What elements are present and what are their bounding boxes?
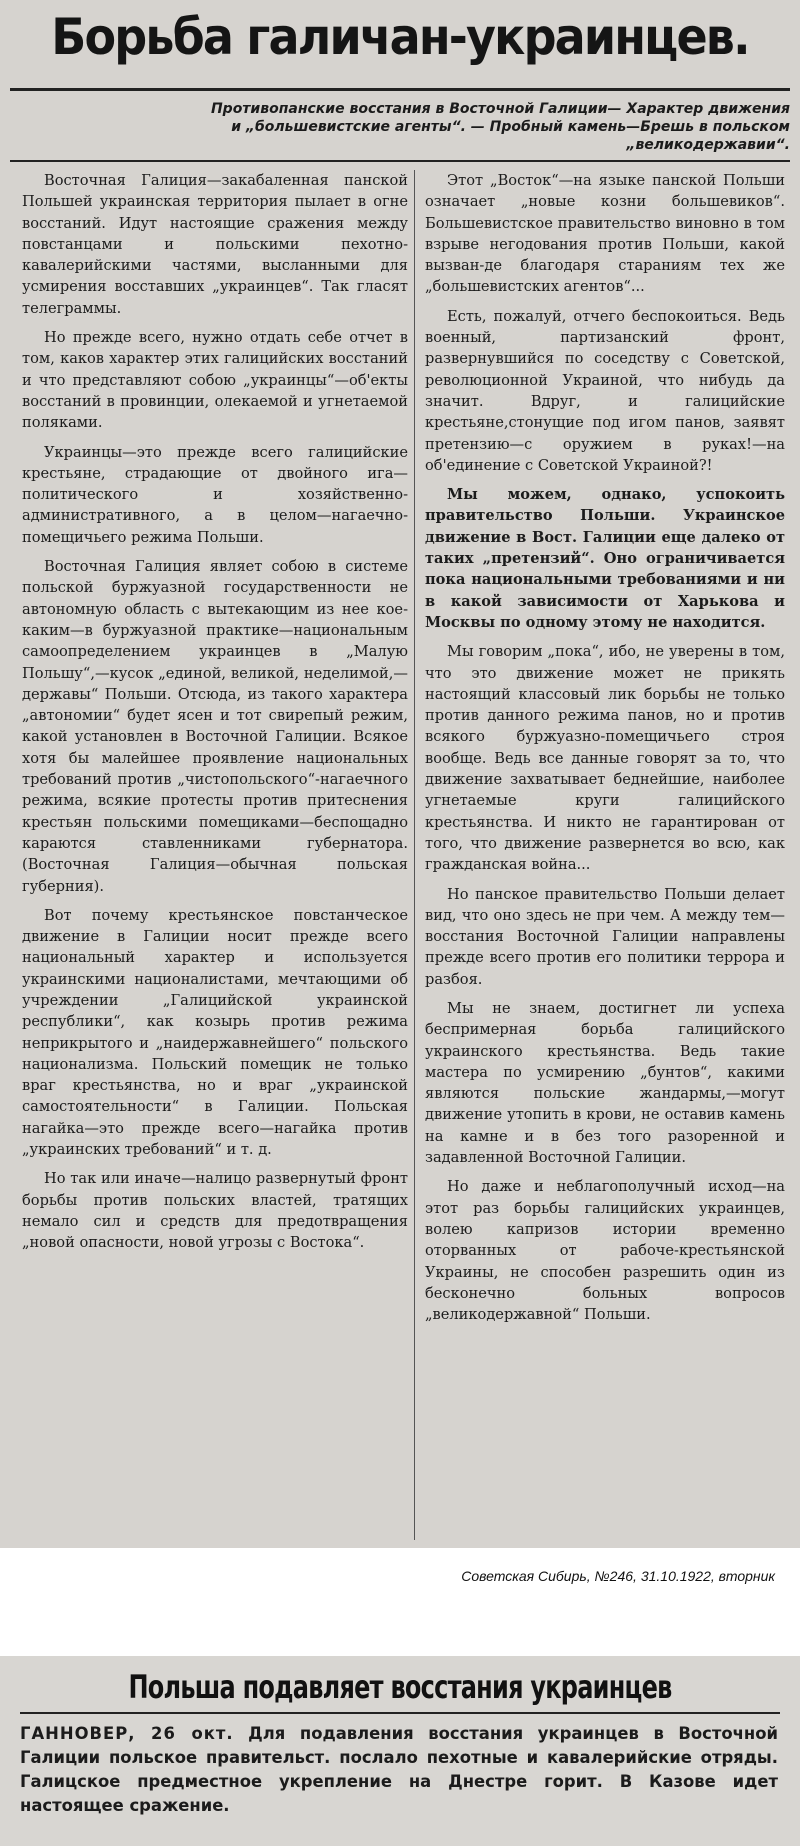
clipping-body-text: Для подавления восстания украинцев в Восточной Галиции польское правительст. послало пехотные и кавалерийские отряды. Галицское предместное укрепление на Днестре горит. В Казове идет настоящее сражение. xyxy=(20,1724,778,1815)
paragraph: Восточная Галиция—закабаленная панской Польшей украинская территория пылает в огне восстаний. Идут настоящие сражения между повстанцами и польскими пехотно-кавалерийскими частями, высланными для усмирения восставших „украинцев“. Так гласят телеграммы. xyxy=(22,172,408,317)
paragraph: Но прежде всего, нужно отдать себе отчет в том, каков характер этих галицийских восстаний и что представляют собою „украинцы“—об'екты восстаний в провинции, олекаемой и угнетаемой поляками. xyxy=(22,329,408,432)
paragraph: Украинцы—это прежде всего галицийские крестьяне, страдающие от двойного ига—политического и хозяйственно-административного, а в целом—нагаечно-помещичьего режима Польши. xyxy=(22,443,408,546)
paragraph: Мы не знаем, достигнет ли успеха беспримерная борьба галицийского украинского крестьянства. Ведь такие мастера по усмирению „бунтов“, какими являются польские жандармы,—могут движение утопить в крови, не оставив камень на камне и в без того разоренной и задавленной Восточной Галиции. xyxy=(425,999,785,1167)
headline-rule xyxy=(10,88,790,91)
paragraph: Но даже и неблагополучный исход—на этот раз борьбы галицийских украинцев, волею капризов истории временно оторванных от рабоче-крестьянской Украины, не способен разрешить один из бесконечно больных вопросов „великодержавной“ Польши. xyxy=(425,1178,785,1324)
source-caption: Советская Сибирь, №246, 31.10.1922, вторник xyxy=(461,1568,775,1584)
article-subhead: Противопанские восстания в Восточной Галиции— Характер движения и „большевистские агенты“. — Пробный камень—Брешь в польском „великодержавии“. xyxy=(210,101,790,153)
paragraph: Восточная Галиция являет собою в системе польской буржуазной государственности не автономную область с вытекающим из нее кое-каким—в буржуазной практике—национальным самоопределением украинцев в „Малую Польшу“,—кусок „единой, великой, неделимой,—державы“ Польши. Отсюда, из такого характера „автономии“ будет ясен и тот свирепый режим, какой установлен в Восточной Галиции. Всякое хотя бы малейшее проявление национальных требований против „чистопольского“-нагаечного режима, всякие протесты против притеснения крестьян польскими помещиками—беспощадно караются ставленниками губернатора. (Восточная Галиция—обычная польская губерния). xyxy=(22,558,408,895)
paragraph: Но панское правительство Польши делает вид, что оно здесь не при чем. А между тем—восстания Восточной Галиции направлены прежде всего против его политики террора и разбоя. xyxy=(425,885,785,988)
subhead-rule xyxy=(10,160,790,162)
article-left-column xyxy=(22,170,408,1262)
paragraph: Есть, пожалуй, отчего беспокоиться. Ведь военный, партизанский фронт, развернувшийся по соседству с Советской, революционной Украиной, что нибудь да значит. Вдруг, и галицийские крестьяне,стонущие под игом панов, заявят претензию—с оружием в руках!—на об'единение с Советской Украиной?! xyxy=(425,307,785,474)
paragraph: Мы можем, однако, успокоить правительство Польши. Украинское движение в Вост. Галиции еще далеко от таких „претензий“. Оно ограничивается пока национальными требованиями и ни в какой зависимости от Харькова и Москвы по одному этому не находится. xyxy=(425,486,785,631)
paragraph: Этот „Восток“—на языке панской Польши означает „новые козни большевиков“. Большевистское правительство виновно в том взрыве негодования против Польши, какой вызван-де благодаря стараниям тех же „большевистских агентов“... xyxy=(425,172,785,296)
article-headline: Борьба галичан-украинцев. xyxy=(51,8,749,66)
newspaper-clipping-secondary xyxy=(0,1656,800,1846)
paragraph: Мы говорим „пока“, ибо, не уверены в том, что это движение может не прикять настоящий классовый лик борьбы не только против данного режима панов, но и против всякого буржуазно-помещичьего строя вообще. Ведь все данные говорят за то, что движение захватывает беднейшие, наиболее угнетаемые круги галицийского крестьянства. И никто не гарантирован от того, что движение развернется во всю, как гражданская война... xyxy=(425,643,785,874)
paragraph: Вот почему крестьянское повстанческое движение в Галиции носит прежде всего национальный характер и используется украинскими националистами, мечтающими об учреждении „Галицийской украинской республики“, как козырь против режима неприкрытого и „наидержавнейшего“ польского национализма. Польский помещик не только враг крестьянства, но и враг „украинской самостоятельности“ в Галиции. Польская нагайка—это прежде всего—нагайка против „украинских требований“ и т. д. xyxy=(22,906,408,1159)
column-divider xyxy=(414,170,415,1540)
clipping-body xyxy=(20,1722,778,1818)
paragraph: Но так или иначе—налицо развернутый фронт борьбы против польских властей, тратящих немало сил и средств для предотвращения „новой опасности, новой угрозы с Востока“. xyxy=(22,1170,408,1252)
clipping-title: Польша подавляет восстания украинцев xyxy=(128,1668,672,1706)
article-right-column xyxy=(425,170,785,1333)
dateline: ГАННОВЕР, 26 окт. xyxy=(20,1724,234,1743)
title-rule xyxy=(20,1712,780,1714)
